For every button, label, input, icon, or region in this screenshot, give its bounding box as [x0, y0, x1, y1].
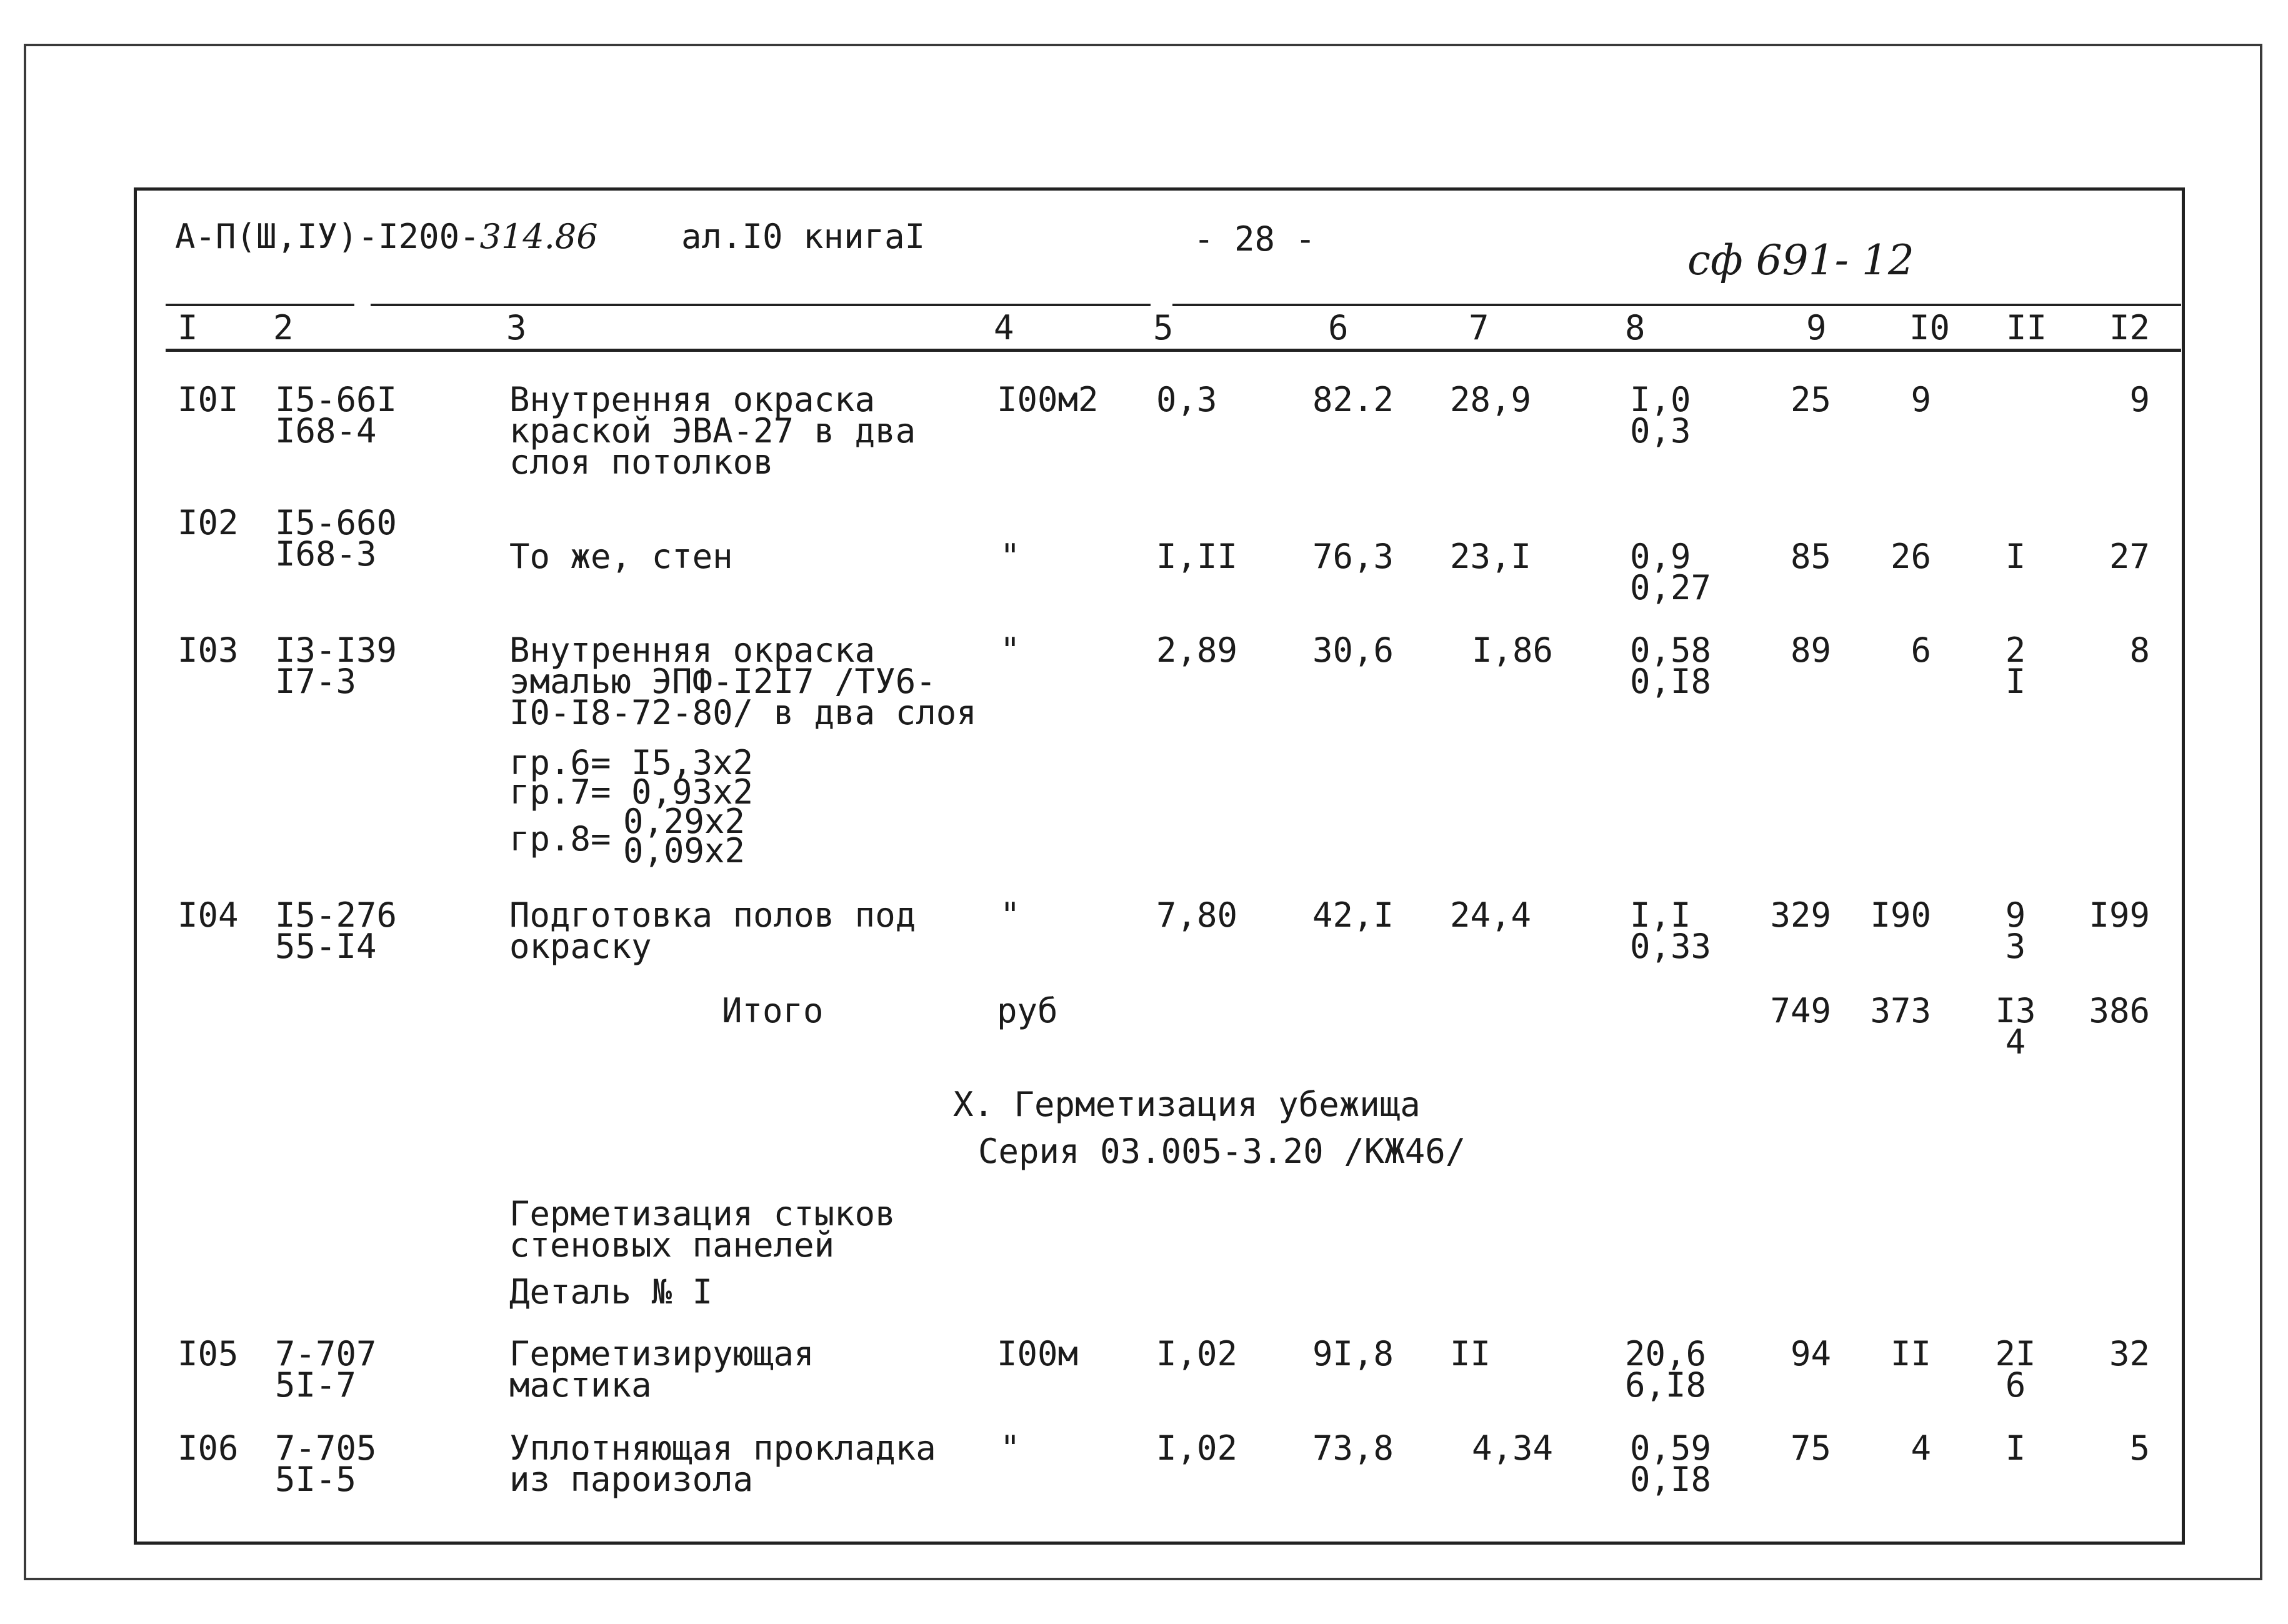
header-rule-1 — [166, 304, 354, 306]
column-header-rule — [166, 349, 2181, 352]
col-header-2: 2 — [273, 308, 294, 347]
col-header-1: I — [177, 308, 198, 347]
row-code: I5-660 I68-3 — [275, 503, 397, 574]
row-total: 75 — [1790, 1428, 1831, 1468]
calc-note-g8-label: гр.8= — [509, 819, 611, 859]
row-wage: 23,I — [1450, 537, 1532, 576]
row-col12: I99 — [2089, 895, 2150, 935]
row-unit: I00м2 — [997, 380, 1099, 419]
row-quantity: 7,80 — [1156, 895, 1238, 935]
row-description: То же, стен — [509, 537, 733, 576]
row-machine-cost: 0,9 0,27 — [1630, 537, 1712, 607]
col-header-6: 6 — [1328, 308, 1349, 347]
row-col12: 32 — [2109, 1334, 2150, 1373]
row-col11: 2 I — [2005, 630, 2026, 701]
row-description: Герметизирующая мастика — [509, 1334, 814, 1405]
row-wage: 28,9 — [1450, 380, 1532, 419]
row-quantity: I,02 — [1156, 1428, 1238, 1468]
row-wage: 24,4 — [1450, 895, 1532, 935]
row-machine-cost: 0,58 0,I8 — [1630, 630, 1712, 701]
row-total: 25 — [1790, 380, 1831, 419]
row-col10: I90 — [1870, 895, 1931, 935]
row-unit-price: 42,I — [1312, 895, 1394, 935]
row-number: I03 — [177, 630, 239, 670]
row-machine-cost: 0,59 0,I8 — [1630, 1428, 1712, 1499]
row-number: I02 — [177, 503, 239, 542]
subtotal-label: Итого — [722, 991, 824, 1030]
col-header-3: 3 — [506, 308, 527, 347]
row-code: 7-705 5I-5 — [275, 1428, 377, 1499]
col-header-7: 7 — [1469, 308, 1489, 347]
col-header-10: I0 — [1909, 308, 1951, 347]
subtotal-col10: 373 — [1870, 991, 1931, 1030]
header-rule-3 — [1172, 304, 2181, 306]
row-unit-price: 30,6 — [1312, 630, 1394, 670]
row-col11: 2I 6 — [1995, 1334, 2036, 1405]
row-number: I05 — [177, 1334, 239, 1373]
detail-label: Деталь № I — [509, 1272, 713, 1312]
row-col12: 8 — [2129, 630, 2150, 670]
row-unit-price: 82.2 — [1312, 380, 1394, 419]
row-unit: " — [1000, 537, 1021, 576]
row-total: 85 — [1790, 537, 1831, 576]
row-quantity: 2,89 — [1156, 630, 1238, 670]
row-col10: II — [1890, 1334, 1931, 1373]
calc-note-g8-a: 0,29х2 — [623, 802, 746, 841]
row-description: Внутренняя окраска краской ЭВА-27 в два слоя потолков — [509, 380, 916, 482]
row-unit: " — [1000, 895, 1021, 935]
row-number: I04 — [177, 895, 239, 935]
row-col11: 9 3 — [2005, 895, 2026, 966]
section-series: Серия 03.005-3.20 /КЖ46/ — [978, 1132, 1466, 1171]
row-machine-cost: 20,6 6,I8 — [1624, 1334, 1706, 1405]
row-col10: 6 — [1911, 630, 1931, 670]
subtotal-col11: I3 4 — [1995, 991, 2036, 1062]
row-number: I0I — [177, 380, 239, 419]
row-col10: 4 — [1911, 1428, 1931, 1468]
row-quantity: I,II — [1156, 537, 1238, 576]
col-header-5: 5 — [1153, 308, 1174, 347]
subsection-title: Герметизация стыков стеновых панелей — [509, 1194, 896, 1265]
row-number: I06 — [177, 1428, 239, 1468]
row-col11: I — [2005, 1428, 2026, 1468]
col-header-9: 9 — [1806, 308, 1827, 347]
row-quantity: 0,3 — [1156, 380, 1217, 419]
row-col12: 9 — [2129, 380, 2150, 419]
subtotal-col12: 386 — [2089, 991, 2150, 1030]
row-wage: 4,34 — [1472, 1428, 1554, 1468]
row-code: I5-66I I68-4 — [275, 380, 397, 451]
row-total: 94 — [1790, 1334, 1831, 1373]
calc-note-g6: гр.6= I5,3х2 — [509, 743, 754, 782]
col-header-12: I2 — [2109, 308, 2151, 347]
row-col12: 5 — [2129, 1428, 2150, 1468]
row-quantity: I,02 — [1156, 1334, 1238, 1373]
row-col10: 9 — [1911, 380, 1931, 419]
calc-note-g7: гр.7= 0,93х2 — [509, 772, 754, 812]
row-description: Внутренняя окраска эмалью ЭПФ-I2I7 /ТУ6- I0-I8-72-80/ в два слоя — [509, 630, 977, 732]
row-unit: " — [1000, 1428, 1021, 1468]
doc-code: А-П(Ш,IУ)-I200-314.86 — [175, 217, 598, 256]
row-unit-price: 76,3 — [1312, 537, 1394, 576]
row-code: I3-I39 I7-3 — [275, 630, 397, 701]
subtotal-unit: руб — [997, 991, 1058, 1030]
row-wage: I,86 — [1472, 630, 1554, 670]
section-title: Х. Герметизация убежища — [953, 1085, 1421, 1124]
row-code: 7-707 5I-7 — [275, 1334, 377, 1405]
col-header-11: II — [2006, 308, 2047, 347]
row-total: 89 — [1790, 630, 1831, 670]
row-unit-price: 73,8 — [1312, 1428, 1394, 1468]
row-description: Уплотняющая прокладка из пароизола — [509, 1428, 936, 1499]
row-unit-price: 9I,8 — [1312, 1334, 1394, 1373]
row-col11: I — [2005, 537, 2026, 576]
row-machine-cost: I,I 0,33 — [1630, 895, 1712, 966]
row-unit: " — [1000, 630, 1021, 670]
album-label: ал.I0 книгаI — [681, 217, 926, 256]
subtotal-total: 749 — [1770, 991, 1831, 1030]
page-number: - 28 - — [1194, 219, 1316, 259]
calc-note-g8-b: 0,09х2 — [623, 831, 746, 870]
col-header-4: 4 — [994, 308, 1014, 347]
col-header-8: 8 — [1625, 308, 1646, 347]
stamp-number: сф 691- 12 — [1687, 236, 1914, 284]
row-code: I5-276 55-I4 — [275, 895, 397, 966]
header-rule-2 — [371, 304, 1151, 306]
row-machine-cost: I,0 0,3 — [1630, 380, 1691, 451]
row-col10: 26 — [1890, 537, 1931, 576]
row-total: 329 — [1770, 895, 1831, 935]
row-wage: II — [1450, 1334, 1491, 1373]
row-description: Подготовка полов под окраску — [509, 895, 916, 966]
row-unit: I00м — [997, 1334, 1079, 1373]
row-col12: 27 — [2109, 537, 2150, 576]
